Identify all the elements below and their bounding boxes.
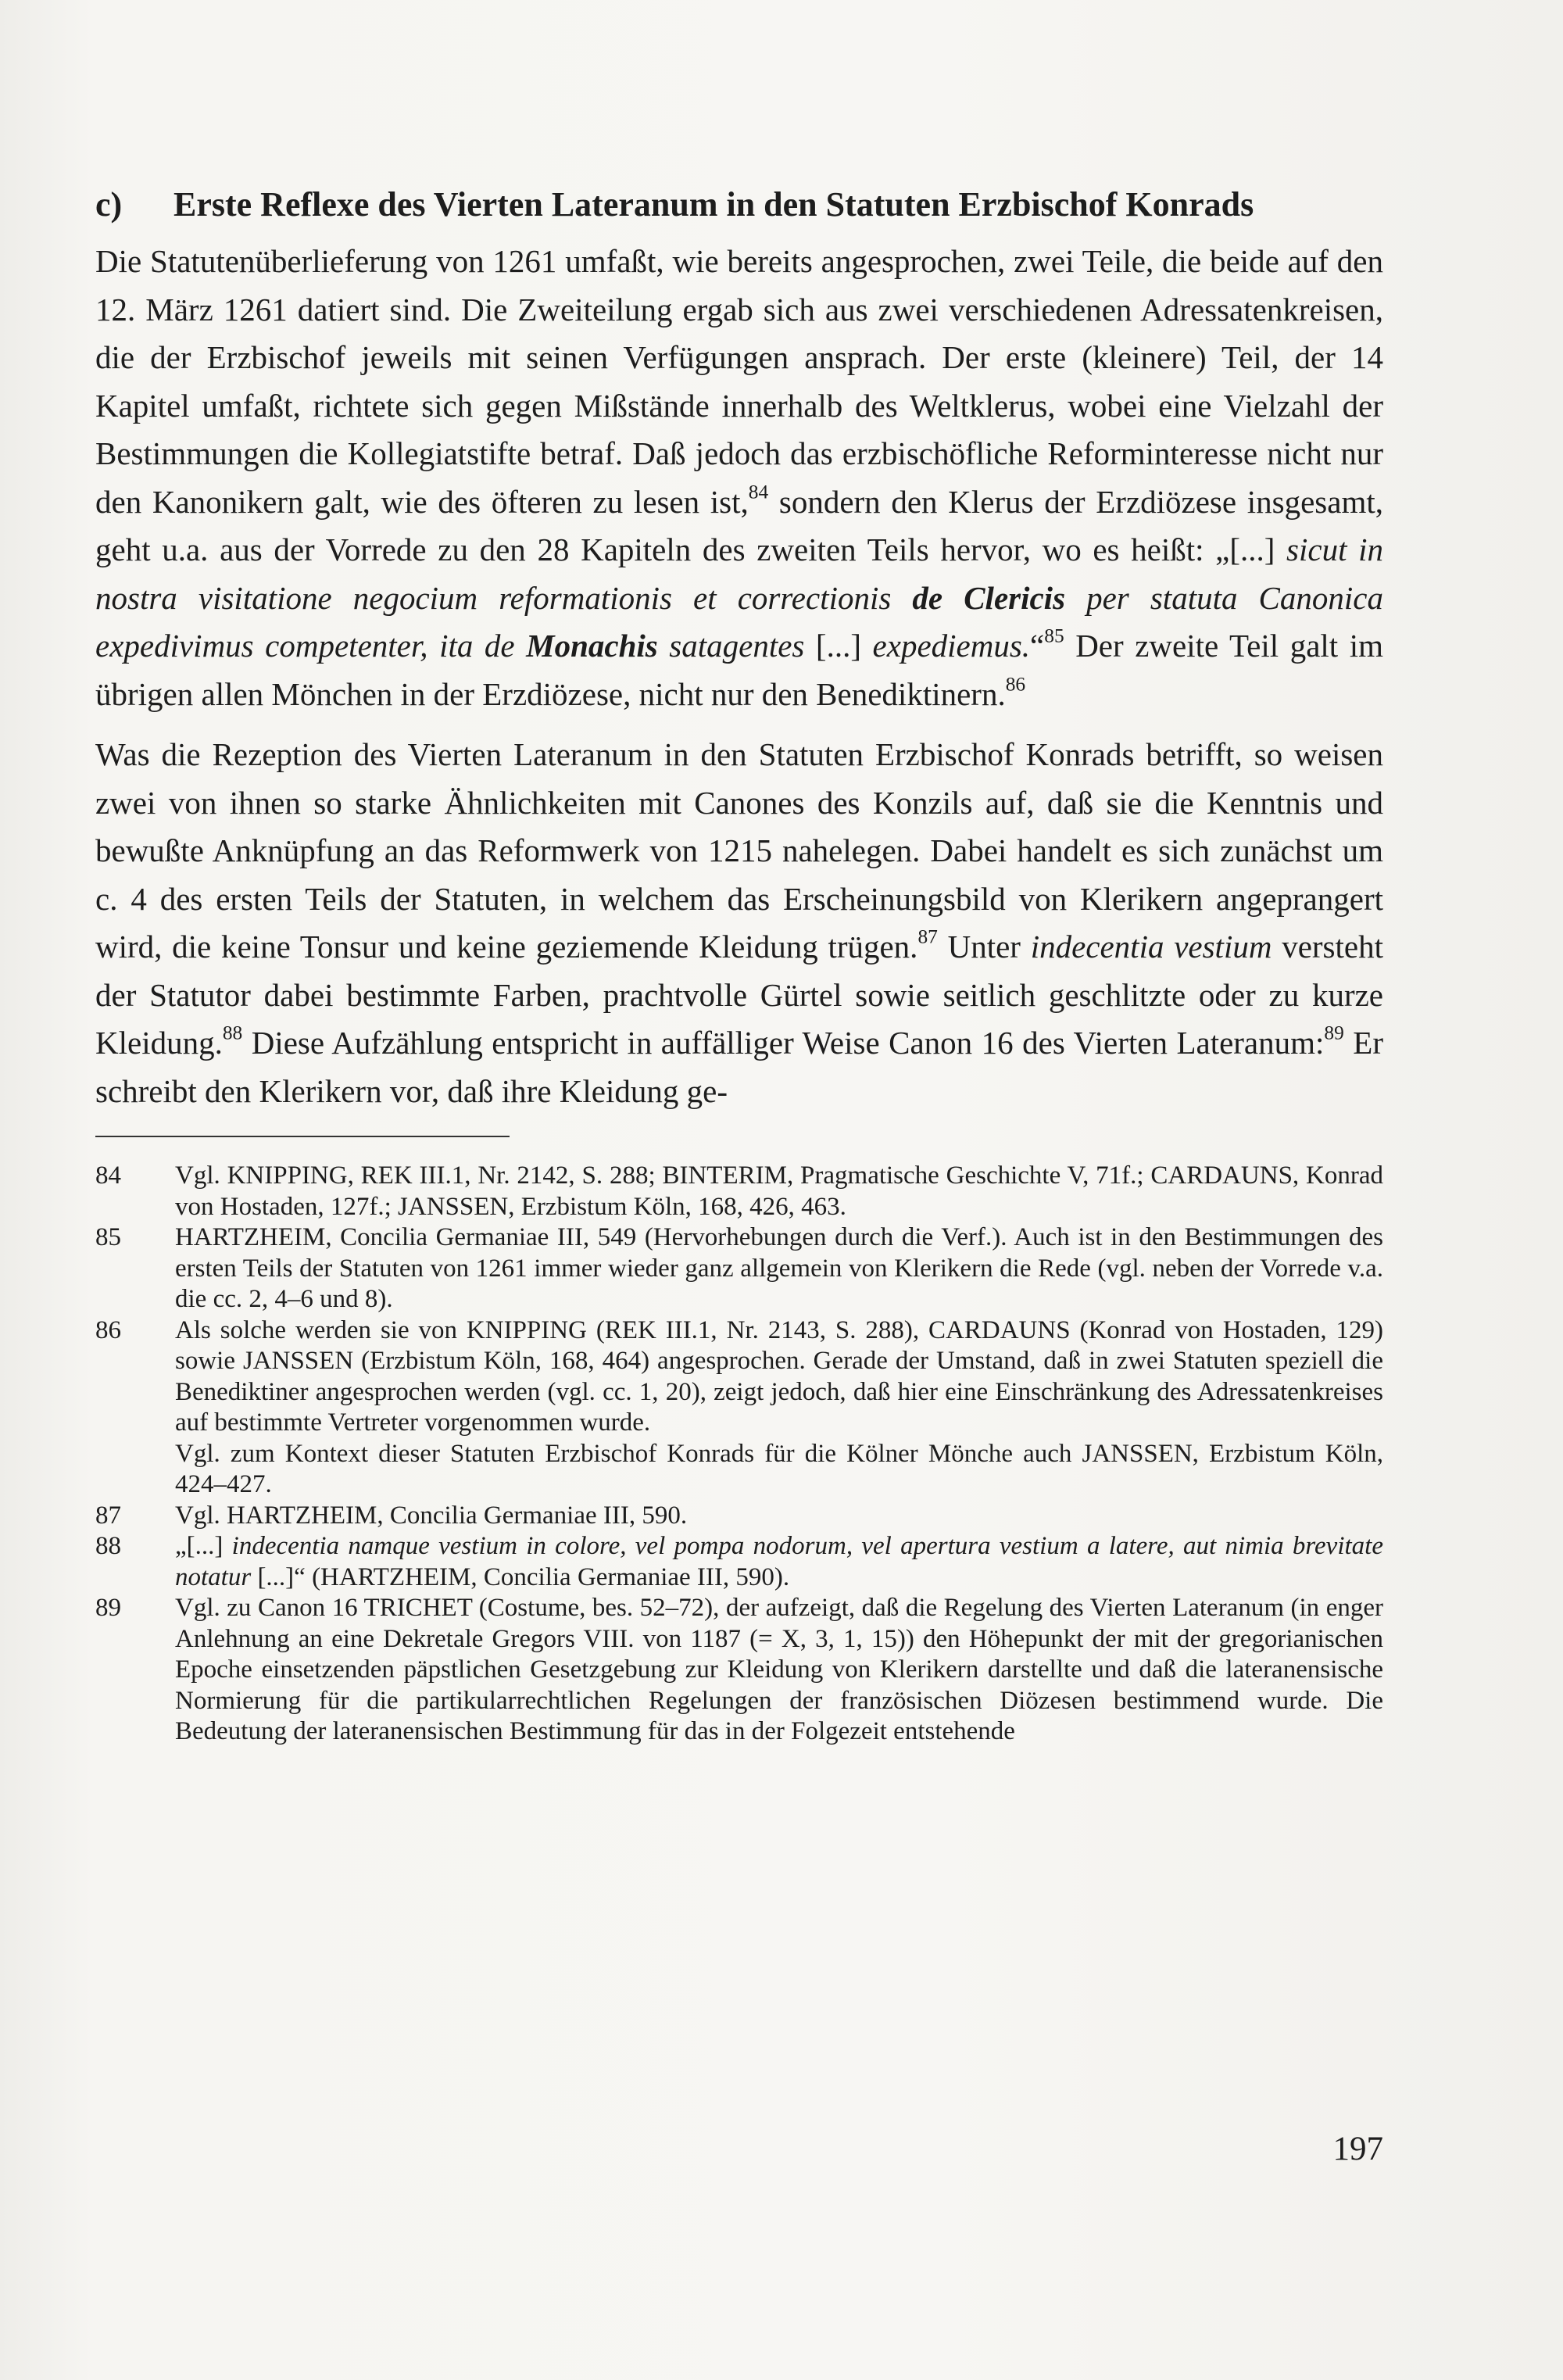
footnote-ref-84[interactable]: 84 xyxy=(748,481,769,503)
footnote-88: 88 „[...] indecentia namque vestium in colore, vel pompa nodorum, vel apertura vestium a latere, aut nimia brevitate notatur [...]“ (HARTZHEIM, Concilia Germaniae III, 590). xyxy=(95,1532,1383,1591)
footnote-86-continuation: Vgl. zum Kontext dieser Statuten Erzbischof Konrads für die Kölner Mönche auch JANSSEN, Erzbistum Köln, 424–427. xyxy=(175,1439,1383,1498)
footnote-ref-87[interactable]: 87 xyxy=(917,925,938,948)
page-number: 197 xyxy=(1332,2131,1383,2167)
paragraph-1: Die Statutenüberlieferung von 1261 umfaßt, wie bereits angesprochen, zwei Teile, die beide auf den 12. März 1261 datiert sind. Die Zweiteilung ergab sich aus zwei verschiedenen Adressatenkreisen, die der Erzbischof jeweils mit seinen Verfügungen ansprach. Der erste (kleinere) Teil, der 14 Kapitel umfaßt, richtete sich gegen Mißstände innerhalb des Weltklerus, wobei eine Vielzahl der Bestimmungen die Kollegiatstifte betraf. Daß jedoch das erzbischöfliche Reforminteresse nicht nur den Kanonikern galt, wie des öfteren zu lesen ist,$^{84}$ sondern den Klerus der Erzdiözese insgesamt, geht u.a. aus der Vorrede zu den 28 Kapiteln des zweiten Teils hervor, wo es heißt: „[...] sicut in nostra visitatione negocium reformationis et correctionis de Clericis per statuta Canonica expedivimus competenter, ita de Monachis satagentes [...] expediemus.“$^{85}$ Der zweite Teil galt im übrigen allen Mönchen in der Erzdiözese, nicht nur den Benediktinern.$^{86}$ xyxy=(95,243,1383,712)
footnote-84: 84 Vgl. KNIPPING, REK III.1, Nr. 2142, S. 288; BINTERIM, Pragmatische Geschichte V, 71f.; CARDAUNS, Konrad von Hostaden, 127f.; JANSSEN, Erzbistum Köln, 168, 426, 463. xyxy=(95,1161,1383,1221)
section-letter: c) xyxy=(95,185,123,224)
section-heading xyxy=(95,181,1383,228)
section-title: Erste Reflexe des Vierten Lateranum in den Statuten Erzbischof Konrads xyxy=(173,185,1254,224)
footnote-separator xyxy=(95,1136,510,1137)
footnote-ref-85[interactable]: 85 xyxy=(1044,625,1064,647)
paragraph-2: Was die Rezeption des Vierten Lateranum in den Statuten Erzbischof Konrads betrifft, so weisen zwei von ihnen so starke Ähnlichkeiten mit Canones des Konzils auf, daß sie die Kenntnis und bewußte Anknüpfung an das Reformwerk von 1215 nahelegen. Dabei handelt es sich zunächst um c. 4 des ersten Teils der Statuten, in welchem das Erscheinungsbild von Klerikern angeprangert wird, die keine Tonsur und keine geziemende Kleidung trügen.$^{87}$ Unter indecentia vestium versteht der Statutor dabei bestimmte Farben, prachtvolle Gürtel sowie seitlich geschlitzte oder zu kurze Kleidung.$^{88}$ Diese Aufzählung entspricht in auffälliger Weise Canon 16 des Vierten Lateranum:$^{89}$ Er schreibt den Klerikern vor, daß ihre Kleidung ge- xyxy=(95,736,1383,1109)
footnote-89: 89 Vgl. zu Canon 16 TRICHET (Costume, bes. 52–72), der aufzeigt, daß die Regelung des Vierten Lateranum (in enger Anlehnung an eine Dekretale Gregors VIII. von 1187 (= X, 3, 1, 15)) den Höhepunkt der mit der gregorianischen Epoche einsetzenden päpstlichen Gesetzgebung zur Kleidung von Klerikern darstellte und daß die lateranensische Normierung für die partikularrechtlichen Regelungen der französischen Diözesen bestimmend wurde. Die Bedeutung der lateranensischen Bestimmung für das in der Folgezeit entstehende xyxy=(95,1594,1383,1745)
footnote-ref-86[interactable]: 86 xyxy=(1005,673,1026,696)
footnote-85: 85 HARTZHEIM, Concilia Germaniae III, 549 (Hervorhebungen durch die Verf.). Auch ist in den Bestimmungen des ersten Teils der Statuten von 1261 immer wieder ganz allgemein von Klerikern die Rede (vgl. neben der Vorrede v.a. die cc. 2, 4–6 und 8). xyxy=(95,1223,1383,1313)
footnote-87: 87 Vgl. HARTZHEIM, Concilia Germaniae III, 590. xyxy=(95,1501,688,1530)
footnote-86: 86 Als solche werden sie von KNIPPING (REK III.1, Nr. 2143, S. 288), CARDAUNS (Konrad von Hostaden, 129) sowie JANSSEN (Erzbistum Köln, 168, 464) angesprochen. Gerade der Umstand, daß in zwei Statuten speziell die Benediktiner angesprochen werden (vgl. cc. 1, 20), zeigt jedoch, daß hier eine Einschränkung des Adressatenkreises auf bestimmte Vertreter vorgenommen wurde. xyxy=(95,1315,1383,1437)
footnote-ref-88[interactable]: 88 xyxy=(222,1022,243,1044)
text-block xyxy=(95,181,1383,1748)
footnote-ref-89[interactable]: 89 xyxy=(1324,1022,1344,1044)
